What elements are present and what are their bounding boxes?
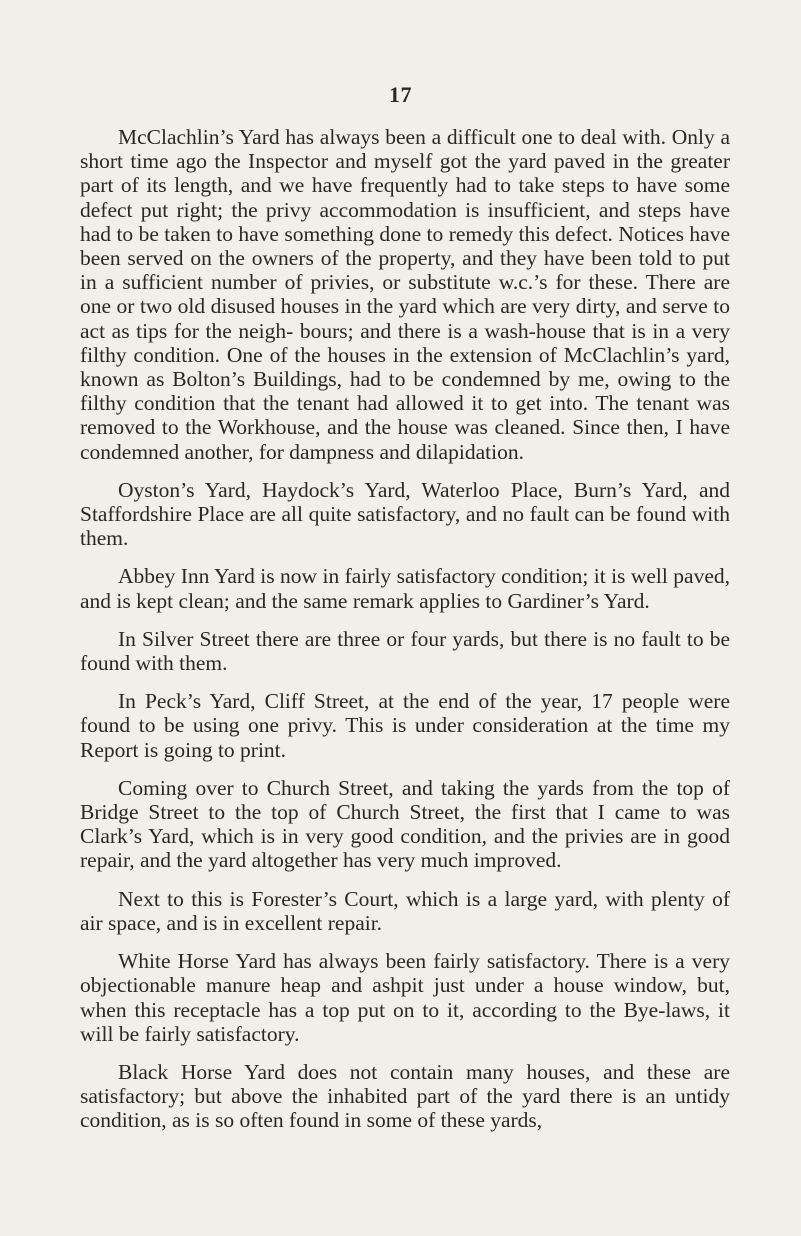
paragraph-mcclachlins-yard: McClachlin’s Yard has always been a difficult one to deal with. Only a short time ago the Inspector and myself got the yard paved in the greater part of its length, and we have frequently had to take steps to have some defect put right; the privy accommodation is insufficient, and steps have had to be taken to have something done to remedy this defect. Notices have been served on the owners of the property, and they have been told to put in a sufficient number of privies, or substitute w.c.’s for these. There are one or two old disused houses in the yard which are very dirty, and serve to act as tips for the neigh- bours; and there is a wash-house that is in a very filthy condition. One of the houses in the extension of McClachlin’s yard, known as Bolton’s Buildings, had to be condemned by me, owing to the filthy condition that the tenant had allowed it to get into. The tenant was removed to the Workhouse, and the house was cleaned. Since then, I have condemned another, for dampness and dilapidation.	[80, 125, 730, 464]
paragraph-pecks-yard: In Peck’s Yard, Cliff Street, at the end of the year, 17 people were found to be using one privy. This is under consideration at the time my Report is going to print.	[80, 689, 730, 762]
paragraph-black-horse-yard: Black Horse Yard does not contain many houses, and these are satisfactory; but above the inhabited part of the yard there is an untidy condition, as is so often found in some of these yards,	[80, 1059, 730, 1133]
body-text	[80, 125, 730, 1147]
paragraph-white-horse-yard: White Horse Yard has always been fairly satisfactory. There is a very objectionable manure heap and ashpit just under a house window, but, when this receptacle has a top put on to it, according to the Bye-laws, it will be fairly satisfactory.	[80, 949, 730, 1046]
page-number: 17	[389, 82, 412, 107]
paragraph-oystons-yard: Oyston’s Yard, Haydock’s Yard, Waterloo Place, Burn’s Yard, and Staffordshire Place are all quite satisfactory, and no fault can be found with them.	[80, 477, 730, 551]
paragraph-church-street: Coming over to Church Street, and taking the yards from the top of Bridge Street to the top of Church Street, the first that I came to was Clark’s Yard, which is in very good condition, and the privies are in good repair, and the yard altogether has very much improved.	[80, 775, 730, 873]
paragraph-foresters-court: Next to this is Forester’s Court, which is a large yard, with plenty of air space, and is in excellent repair.	[80, 886, 730, 935]
paragraph-abbey-inn-yard: Abbey Inn Yard is now in fairly satisfactory condition; it is well paved, and is kept clean; and the same remark applies to Gardiner’s Yard.	[80, 564, 730, 613]
paragraph-silver-street: In Silver Street there are three or four yards, but there is no fault to be found with them.	[80, 626, 730, 676]
